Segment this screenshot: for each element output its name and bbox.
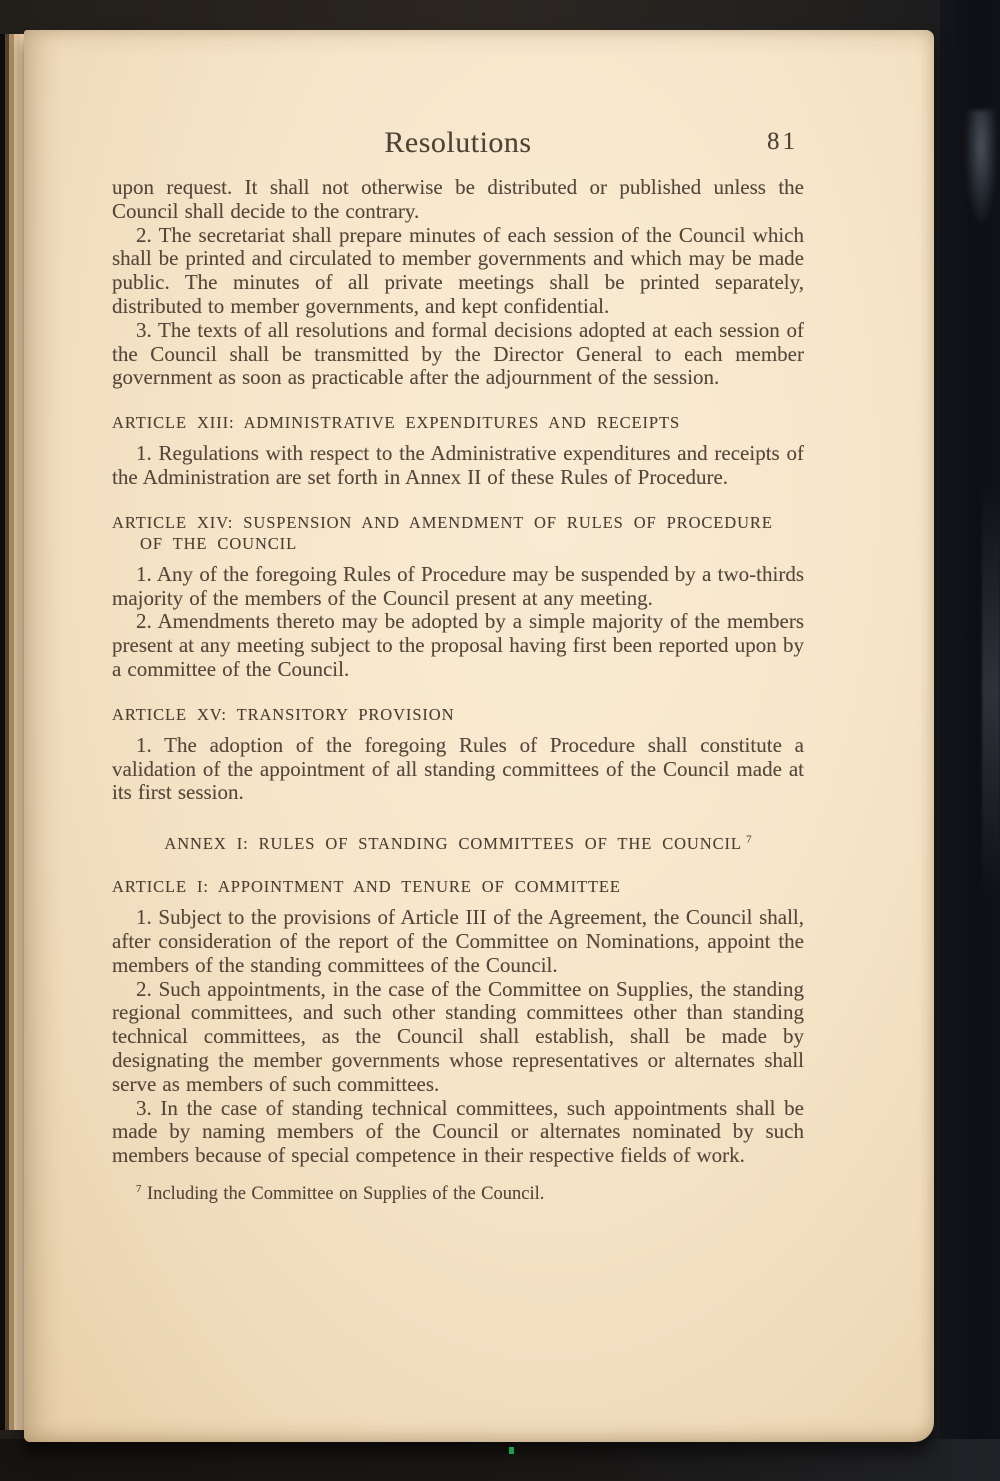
article-xv-paragraph-1: 1. The adoption of the foregoing Rules of Procedure shall constitute a validation of the appointment of all standing committees of the Council made at its first session. bbox=[112, 732, 804, 805]
article-xiv-heading: ARTICLE XIV: SUSPENSION AND AMENDMENT OF RULES OF PROCEDURE OF THE COUNCIL bbox=[112, 512, 773, 553]
page-number: 81 bbox=[767, 128, 798, 155]
page-edge-stack bbox=[931, 34, 971, 1426]
scan-artifact-dot bbox=[509, 1447, 514, 1454]
annex-footnote-reference: 7 bbox=[746, 833, 752, 846]
book-page bbox=[24, 30, 934, 1442]
binding-gutter bbox=[0, 34, 26, 1430]
article-xiv-paragraph-2: 2. Amendments thereto may be adopted by a simple majority of the members present at any meeting subject to the proposal having first been reported upon by a committee of the Council. bbox=[112, 609, 804, 681]
cover-reflection-lower bbox=[982, 480, 1000, 900]
article-xv-heading: ARTICLE XV: TRANSITORY PROVISION bbox=[112, 704, 455, 724]
footnote-text: Including the Committee on Supplies of the Council. bbox=[146, 1183, 545, 1204]
annex-article-i-heading: ARTICLE I: APPOINTMENT AND TENURE OF COMMITTEE bbox=[112, 877, 621, 897]
article-xiii-paragraph-1: 1. Regulations with respect to the Administrative expenditures and receipts of the Administration are set forth in Annex II of these Rules of Procedure. bbox=[112, 441, 804, 489]
annex-i-heading bbox=[112, 833, 804, 854]
annex-i-heading-text: ANNEX I: RULES OF STANDING COMMITTEES OF THE COUNCIL bbox=[164, 834, 742, 854]
article-xiv-paragraph-1: 1. Any of the foregoing Rules of Procedure may be suspended by a two-thirds majority of the members of the Council present at any meeting. bbox=[112, 561, 804, 610]
annex-article-i-paragraph-1: 1. Subject to the provisions of Article III of the Agreement, the Council shall, after consideration of the report of the Committee on Nominations, appoint the members of the standing committees of the Council. bbox=[112, 905, 804, 977]
paragraph-texts-of-resolutions: 3. The texts of all resolutions and formal decisions adopted at each session of the Council shall be transmitted by the Director General to each member government as soon as practicable after the adjournment of the session. bbox=[112, 317, 804, 390]
running-header bbox=[112, 126, 804, 172]
footnote bbox=[112, 1183, 804, 1205]
paragraph-minutes: 2. The secretariat shall prepare minutes of each session of the Council which shall be printed and circulated to member governments and which may be made public. The minutes of all private meetings shall be printed separately, distributed to member governments, and kept confidential. bbox=[112, 222, 804, 318]
footnote-marker: 7 bbox=[136, 1182, 142, 1195]
annex-article-i-paragraph-2: 2. Such appointments, in the case of the Committee on Supplies, the standing regional committees, and such other standing committees other than standing technical committees, as the Council shall establish, shall be made by designating the member governments whose representatives or alternates shall serve as members of such committees. bbox=[112, 976, 804, 1096]
article-xiii-heading: ARTICLE XIII: ADMINISTRATIVE EXPENDITURES AND RECEIPTS bbox=[112, 413, 681, 433]
background-floor bbox=[0, 1439, 1000, 1481]
page-title: Resolutions bbox=[384, 126, 532, 159]
page-text-block bbox=[112, 126, 804, 1205]
annex-article-i-paragraph-3: 3. In the case of standing technical committees, such appointments shall be made by naming members of the Council or alternates nominated by such members because of special competence in their respective fields of work. bbox=[112, 1095, 804, 1168]
paragraph-intro-continuation: upon request. It shall not otherwise be distributed or published unless the Council shall decide to the contrary. bbox=[112, 175, 804, 223]
